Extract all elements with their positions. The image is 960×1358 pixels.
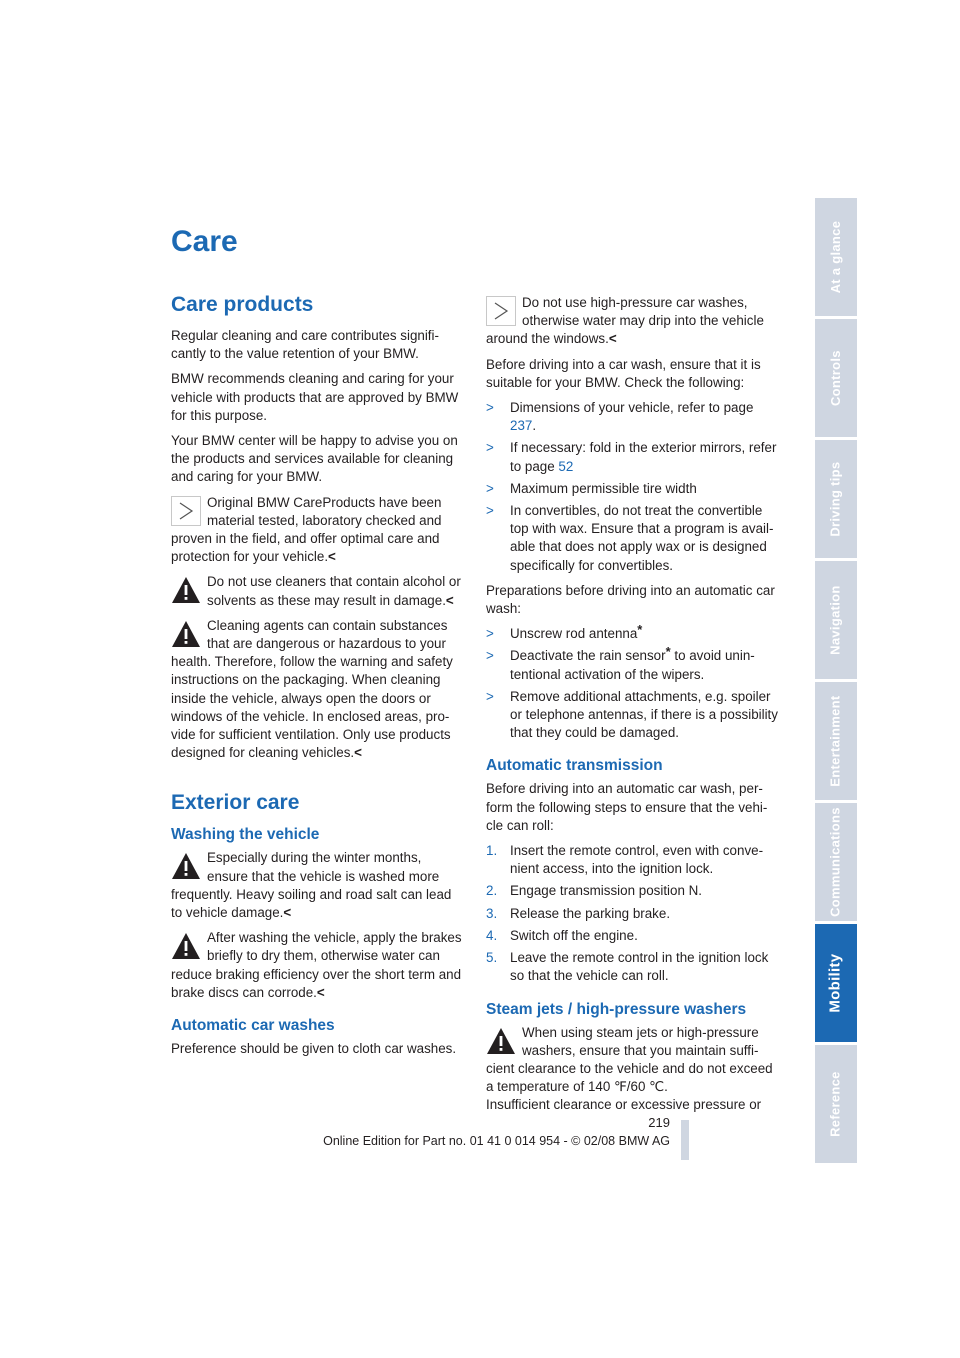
warning-block	[486, 1024, 778, 1097]
page-number: 219	[648, 1115, 670, 1130]
warning-block	[171, 617, 463, 763]
option-asterisk: *	[665, 644, 671, 660]
note-block	[486, 294, 778, 349]
list-item	[486, 905, 778, 923]
steam-jets-heading: Steam jets / high-pressure washers	[486, 1000, 747, 1018]
tab-reference[interactable]	[815, 1045, 857, 1163]
step-number: 5.	[486, 950, 498, 966]
paragraph: Before driving into an automatic car wash, perform the following steps to ensure that the vehicle can roll:	[486, 781, 768, 833]
tab-driving-tips[interactable]	[815, 440, 857, 558]
prep-list	[486, 622, 778, 742]
list-text: Leave the remote control in the ignition lock so that the vehicle can roll.	[510, 950, 769, 984]
paragraph: Your BMW center will be happy to advise you on the products and services available for cleaning and caring for your BMW.	[171, 433, 458, 485]
list-marker: >	[486, 480, 494, 496]
paragraph: Preparations before driving into an automatic car wash:	[486, 582, 775, 617]
paragraph: Preference should be given to cloth car washes.	[171, 1041, 457, 1057]
list-item	[486, 480, 778, 498]
warning-block	[171, 929, 463, 1002]
steps-list	[486, 842, 778, 985]
paragraph: BMW recommends cleaning and caring for your vehicle with products that are approved by BMW for this purpose.	[171, 371, 459, 423]
footer-edition-text: Online Edition for Part no. 01 41 0 014 954 - © 02/08 BMW AG	[323, 1134, 670, 1148]
checks-list	[486, 399, 778, 575]
note-arrow-icon	[171, 496, 201, 526]
list-item	[486, 949, 778, 985]
washing-heading: Washing the vehicle	[171, 826, 320, 844]
note-text: Do not use high-pressure car washes, otherwise water may drip into the vehicle around the windows.	[486, 295, 764, 347]
paragraph: Regular cleaning and care contributes significantly to the value retention of your BMW.	[171, 328, 439, 362]
end-mark: <	[354, 745, 362, 761]
tab-label: Driving tips	[827, 461, 843, 537]
list-item	[486, 622, 778, 643]
end-mark: <	[328, 549, 336, 565]
left-column	[171, 292, 463, 1065]
list-item	[486, 502, 778, 575]
tab-controls[interactable]	[815, 319, 857, 437]
warning-triangle-icon	[171, 851, 201, 881]
tab-label: Entertainment	[827, 695, 843, 787]
list-marker: >	[486, 400, 494, 416]
list-text: If necessary: fold in the exterior mirrors, refer to page	[510, 440, 777, 474]
option-asterisk: *	[637, 622, 643, 638]
list-item	[486, 842, 778, 878]
list-text-after: to avoid unintentional activation of the wipers.	[510, 648, 755, 682]
list-item	[486, 644, 778, 683]
list-item	[486, 439, 778, 475]
list-item	[486, 882, 778, 900]
note-arrow-icon	[486, 296, 516, 326]
list-text: Release the parking brake.	[510, 905, 671, 921]
tab-communications[interactable]	[815, 803, 857, 921]
exterior-care-heading: Exterior care	[171, 791, 300, 815]
tab-at-a-glance[interactable]	[815, 198, 857, 316]
end-mark: <	[316, 984, 325, 1000]
tab-label: At a glance	[827, 220, 843, 294]
list-text: In convertibles, do not treat the convertible top with wax. Ensure that a program is available that does not apply wax or is designed specifically for convertibles.	[510, 503, 774, 573]
warning-text: When using steam jets or high-pressure washers, ensure that you maintain sufficient clearance to the vehicle and do not exceed a temperature of 140 ℉/60 ℃.	[486, 1024, 773, 1095]
tab-label: Navigation	[827, 585, 843, 655]
step-number: 4.	[486, 927, 498, 943]
warning-text: Especially during the winter months, ensure that the vehicle is washed more frequently. Heavy soiling and road salt can lead to vehicle damage.	[171, 850, 452, 921]
step-number: 1.	[486, 843, 498, 859]
note-text: Original BMW CareProducts have been material tested, laboratory checked and proven in the field, and offer optimal care and protection for your vehicle.	[171, 494, 442, 565]
list-text: Switch off the engine.	[510, 927, 638, 943]
tab-label: Reference	[827, 1071, 843, 1137]
care-products-heading: Care products	[171, 293, 314, 316]
list-marker: >	[486, 503, 494, 519]
list-item	[486, 688, 778, 743]
tab-navigation[interactable]	[815, 561, 857, 679]
tab-label: Controls	[827, 350, 843, 406]
tab-entertainment[interactable]	[815, 682, 857, 800]
step-number: 2.	[486, 883, 498, 899]
list-marker: >	[486, 440, 494, 456]
page-link[interactable]: 237	[510, 418, 533, 434]
list-text: Remove additional attachments, e.g. spoiler or telephone antennas, if there is a possibility that they could be damaged.	[510, 688, 778, 741]
list-marker: >	[486, 648, 494, 664]
list-text-after: .	[532, 418, 537, 434]
footer-bar	[681, 1120, 689, 1160]
warning-triangle-icon	[171, 575, 201, 605]
end-mark: <	[445, 592, 454, 608]
warning-triangle-icon	[486, 1026, 516, 1056]
paragraph: Insufficient clearance or excessive pressure or	[486, 1097, 762, 1113]
warning-triangle-icon	[171, 931, 201, 961]
list-text: Deactivate the rain sensor	[510, 648, 666, 664]
end-mark: <	[283, 905, 292, 921]
list-marker: >	[486, 688, 494, 704]
warning-text: After washing the vehicle, apply the brakes briefly to dry them, otherwise water can reduce braking efficiency over the short term and brake discs can corrode.	[171, 930, 462, 1000]
step-number: 3.	[486, 905, 498, 921]
list-text: Maximum permissible tire width	[510, 480, 697, 496]
car-washes-heading: Automatic car washes	[171, 1017, 335, 1035]
right-column	[486, 294, 778, 1122]
list-text: Engage transmission position N.	[510, 883, 703, 899]
chapter-tabs	[815, 198, 857, 1166]
tab-mobility[interactable]	[815, 924, 857, 1042]
list-item	[486, 927, 778, 945]
tab-label: Communications	[827, 807, 843, 917]
note-block	[171, 494, 463, 567]
end-mark: <	[608, 331, 617, 347]
warning-text: Cleaning agents can contain substances that are dangerous or hazardous to your health. Therefore, follow the warning and safety instructions on the packaging. When cleaning inside the vehicle, always open the doors or windows of the vehicle. In enclosed areas, provide for sufficient ventilation. Only use products designed for cleaning vehicles.	[171, 617, 453, 761]
list-item	[486, 399, 778, 435]
warning-block	[171, 849, 463, 922]
list-text: Dimensions of your vehicle, refer to page	[510, 400, 754, 416]
warning-block	[171, 573, 463, 609]
page-title: Care	[171, 225, 238, 258]
page-link[interactable]: 52	[558, 458, 574, 474]
warning-triangle-icon	[171, 619, 201, 649]
warning-text: Do not use cleaners that contain alcohol or solvents as these may result in damage.	[207, 574, 461, 608]
list-text: Unscrew rod antenna	[510, 626, 638, 642]
automatic-transmission-heading: Automatic transmission	[486, 757, 663, 775]
list-text: Insert the remote control, even with convenient access, into the ignition lock.	[510, 843, 764, 877]
paragraph: Before driving into a car wash, ensure that it is suitable for your BMW. Check the following:	[486, 356, 761, 390]
list-marker: >	[486, 626, 494, 642]
tab-label: Mobility	[826, 953, 844, 1013]
